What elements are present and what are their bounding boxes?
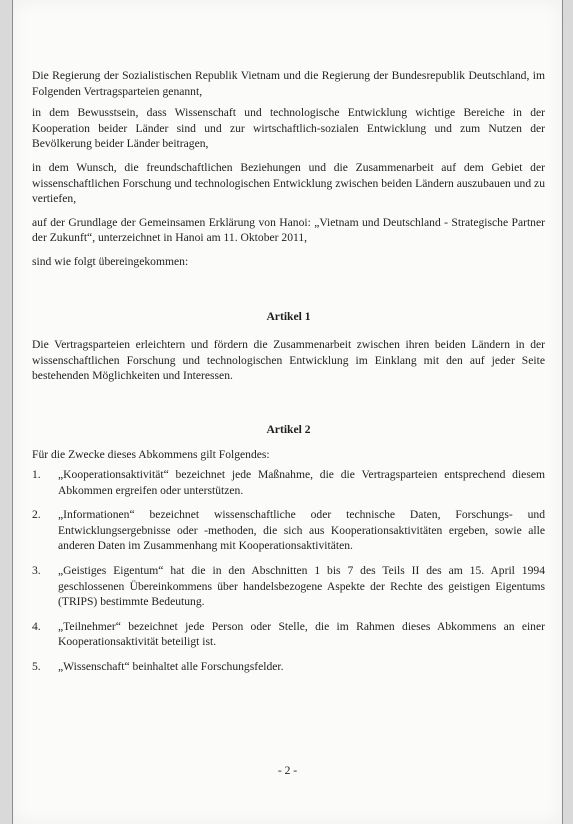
list-item-text: „Teilnehmer“ bezeichnet jede Person oder Stelle, die im Rahmen dieses Abkommens an einer Kooperationsaktivität beteiligt ist. xyxy=(58,619,545,649)
list-item-text: „Informationen“ bezeichnet wissenschaftliche oder technische Daten, Forschungs- und Entwicklungsergebnisse oder -methoden, die sich aus Kooperationsaktivitäten ergeben, sowie alle anderen Daten im Zusammenhang mit Kooperationsaktivitäten. xyxy=(58,508,545,553)
article-1-text: Die Vertragsparteien erleichtern und fördern die Zusammenarbeit zwischen ihren beiden Ländern in der wissenschaftlichen Forschung und technologischen Entwicklung im Einklang mit den auf jeder Seite bestehenden Möglichkeiten und Interessen. xyxy=(32,338,545,383)
article-2-lead: Für die Zwecke dieses Abkommens gilt Folgendes: xyxy=(32,447,270,461)
list-item-number: 1. xyxy=(32,468,41,482)
preamble-paragraph: Die Regierung der Sozialistischen Republik Vietnam und die Regierung der Bundesrepublik Deutschland, im Folgenden Vertragsparteien genannt, xyxy=(32,69,545,98)
document-page xyxy=(12,0,563,824)
preamble-paragraph: in dem Wunsch, die freundschaftlichen Beziehungen und die Zusammenarbeit auf dem Gebiet der wissenschaftlichen Forschung und technologischen Entwicklung zwischen beiden Ländern auszubauen und zu vertiefen, xyxy=(32,160,545,206)
article-1-heading: Artikel 1 xyxy=(266,309,311,323)
list-item-number: 5. xyxy=(32,660,41,674)
article-2-heading: Artikel 2 xyxy=(266,422,311,436)
preamble-closing: sind wie folgt übereingekommen: xyxy=(32,254,189,268)
list-item xyxy=(32,507,545,554)
list-item-text: „Wissenschaft“ beinhaltet alle Forschungsfelder. xyxy=(58,660,284,674)
list-item-text: „Kooperationsaktivität“ bezeichnet jede Maßnahme, die die Vertragsparteien entsprechend diesem Abkommen ergreifen oder unterstützen. xyxy=(58,468,545,497)
list-item xyxy=(32,619,545,650)
document-body xyxy=(32,68,545,684)
preamble-paragraph: in dem Bewusstsein, dass Wissenschaft und technologische Entwicklung wichtige Bereiche in der Kooperation beider Länder sind und zur wirtschaftlich-sozialen Entwicklung und zum Nutzen der Bevölkerung beider Länder beitragen, xyxy=(32,106,545,151)
list-item-text: „Geistiges Eigentum“ hat die in den Abschnitten 1 bis 7 des Teils II des am 15. April 1994 geschlossenen Übereinkommens über handelsbezogene Aspekte der Rechte des geistigen Eigentums (TRIPS) bestimmte Bedeutung. xyxy=(58,564,545,609)
list-item xyxy=(32,659,545,675)
list-item xyxy=(32,563,545,610)
definitions-list xyxy=(32,467,545,675)
list-item-number: 3. xyxy=(32,564,41,578)
preamble xyxy=(32,68,545,270)
preamble-paragraph: auf der Grundlage der Gemeinsamen Erklärung von Hanoi: „Vietnam und Deutschland - Strategische Partner der Zukunft“, unterzeichnet in Hanoi am 11. Oktober 2011, xyxy=(32,215,545,245)
list-item xyxy=(32,467,545,498)
page-number: - 2 - xyxy=(277,764,298,777)
list-item-number: 2. xyxy=(32,508,41,522)
list-item-number: 4. xyxy=(32,619,41,633)
